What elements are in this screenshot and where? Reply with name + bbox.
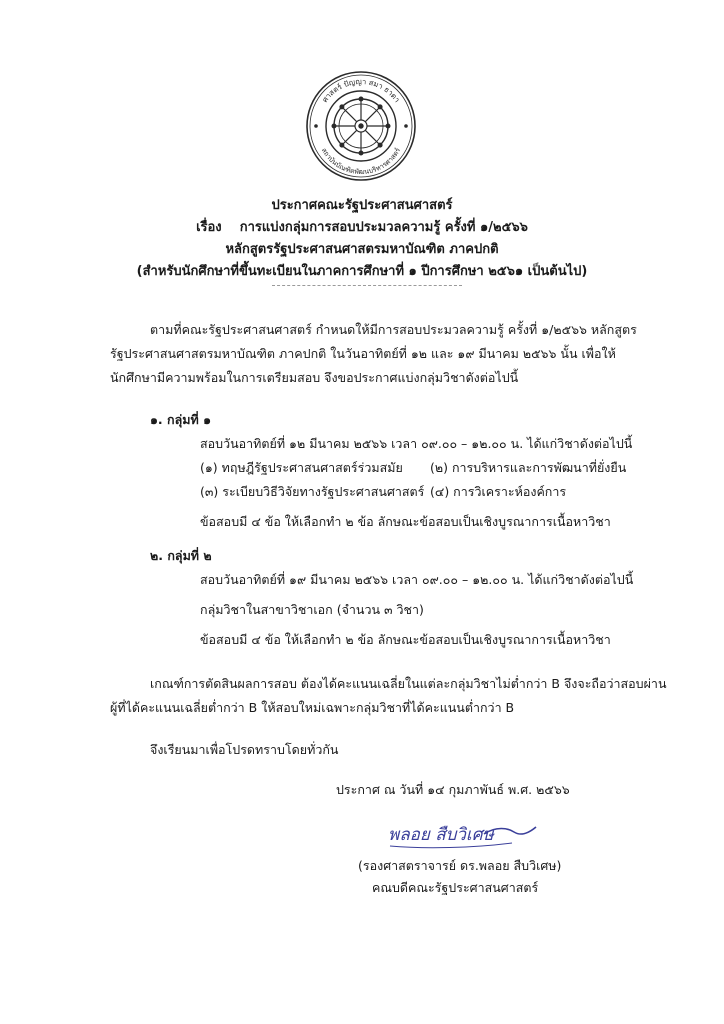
announcement-date: ประกาศ ณ วันที่ ๑๔ กุมภาพันธ์ พ.ศ. ๒๕๖๖ (336, 782, 570, 797)
closing-line: จึงเรียนมาเพื่อโปรดทราบโดยทั่วกัน (150, 742, 339, 757)
handwritten-signature (384, 818, 540, 854)
criteria-line-1: เกณฑ์การตัดสินผลการสอบ ต้องได้คะแนนเฉลี่ยในแต่ละกลุ่มวิชาไม่ต่ำกว่า B จึงจะถือว่าสอบผ่าน (150, 676, 667, 691)
announcement-title: ประกาศคณะรัฐประศาสนศาสตร์ (271, 198, 453, 213)
seal-top-text: ศาสตร์ ปัญญา สมา ธาตา (320, 76, 402, 105)
group2-schedule: สอบวันอาทิตย์ที่ ๑๙ มีนาคม ๒๕๖๖ เวลา ๐๙.๐๐ – ๑๒.๐๐ น. ได้แก่วิชาดังต่อไปนี้ (200, 572, 634, 587)
group1-subject-4: (๔) การวิเคราะห์องค์การ (430, 484, 567, 499)
group1-subject-2: (๒) การบริหารและการพัฒนาที่ยั่งยืน (430, 460, 627, 475)
group2-subjects: กลุ่มวิชาในสาขาวิชาเอก (จำนวน ๓ วิชา) (200, 602, 424, 617)
group1-schedule: สอบวันอาทิตย์ที่ ๑๒ มีนาคม ๒๕๖๖ เวลา ๐๙.๐๐ – ๑๒.๐๐ น. ได้แก่วิชาดังต่อไปนี้ (200, 436, 633, 451)
subject-label: เรื่อง (196, 220, 222, 235)
group2-note: ข้อสอบมี ๔ ข้อ ให้เลือกทำ ๒ ข้อ ลักษณะข้อสอบเป็นเชิงบูรณาการเนื้อหาวิชา (200, 632, 611, 647)
subject-line (0, 216, 724, 237)
subject-text: การแบ่งกลุ่มการสอบประมวลความรู้ ครั้งที่ ๑/๒๕๖๖ (239, 220, 528, 235)
eligibility-line: (สำหรับนักศึกษาที่ขึ้นทะเบียนในภาคการศึกษาที่ ๑ ปีการศึกษา ๒๕๖๑ เป็นต้นไป) (136, 264, 588, 279)
group2-heading: ๒. กลุ่มที่ ๒ (150, 548, 212, 563)
signatory-position: คณบดีคณะรัฐประศาสนศาสตร์ (372, 880, 539, 895)
intro-line-3: นักศึกษามีความพร้อมในการเตรียมสอบ จึงขอประกาศแบ่งกลุ่มวิชาดังต่อไปนี้ (110, 370, 519, 385)
header-divider (272, 285, 462, 286)
program-title: หลักสูตรรัฐประศาสนศาสตรมหาบัณฑิต ภาคปกติ (225, 242, 499, 257)
group1-subject-1: (๑) ทฤษฎีรัฐประศาสนศาสตร์ร่วมสมัย (200, 460, 403, 475)
group1-subject-3: (๓) ระเบียบวิธีวิจัยทางรัฐประศาสนศาสตร์ (200, 484, 425, 499)
signature-text: พลอย สืบวิเศษ (388, 825, 494, 845)
institution-seal (305, 70, 417, 182)
signatory-name: (รองศาสตราจารย์ ดร.พลอย สืบวิเศษ) (358, 858, 562, 873)
group1-heading: ๑. กลุ่มที่ ๑ (150, 412, 212, 427)
intro-line-1: ตามที่คณะรัฐประศาสนศาสตร์ กำหนดให้มีการสอบประมวลความรู้ ครั้งที่ ๑/๒๕๖๖ หลักสูตร (150, 322, 637, 337)
group1-note: ข้อสอบมี ๔ ข้อ ให้เลือกทำ ๒ ข้อ ลักษณะข้อสอบเป็นเชิงบูรณาการเนื้อหาวิชา (200, 514, 611, 529)
seal-bottom-text: สถาบันบัณฑิตพัฒนบริหารศาสตร์ (319, 146, 403, 177)
intro-line-2: รัฐประศาสนศาสตรมหาบัณฑิต ภาคปกติ ในวันอาทิตย์ที่ ๑๒ และ ๑๙ มีนาคม ๒๕๖๖ นั้น เพื่อให้ (110, 346, 616, 361)
dharma-wheel-icon (332, 97, 390, 155)
criteria-line-2: ผู้ที่ได้คะแนนเฉลี่ยต่ำกว่า B ให้สอบใหม่เฉพาะกลุ่มวิชาที่ได้คะแนนต่ำกว่า B (110, 700, 515, 715)
